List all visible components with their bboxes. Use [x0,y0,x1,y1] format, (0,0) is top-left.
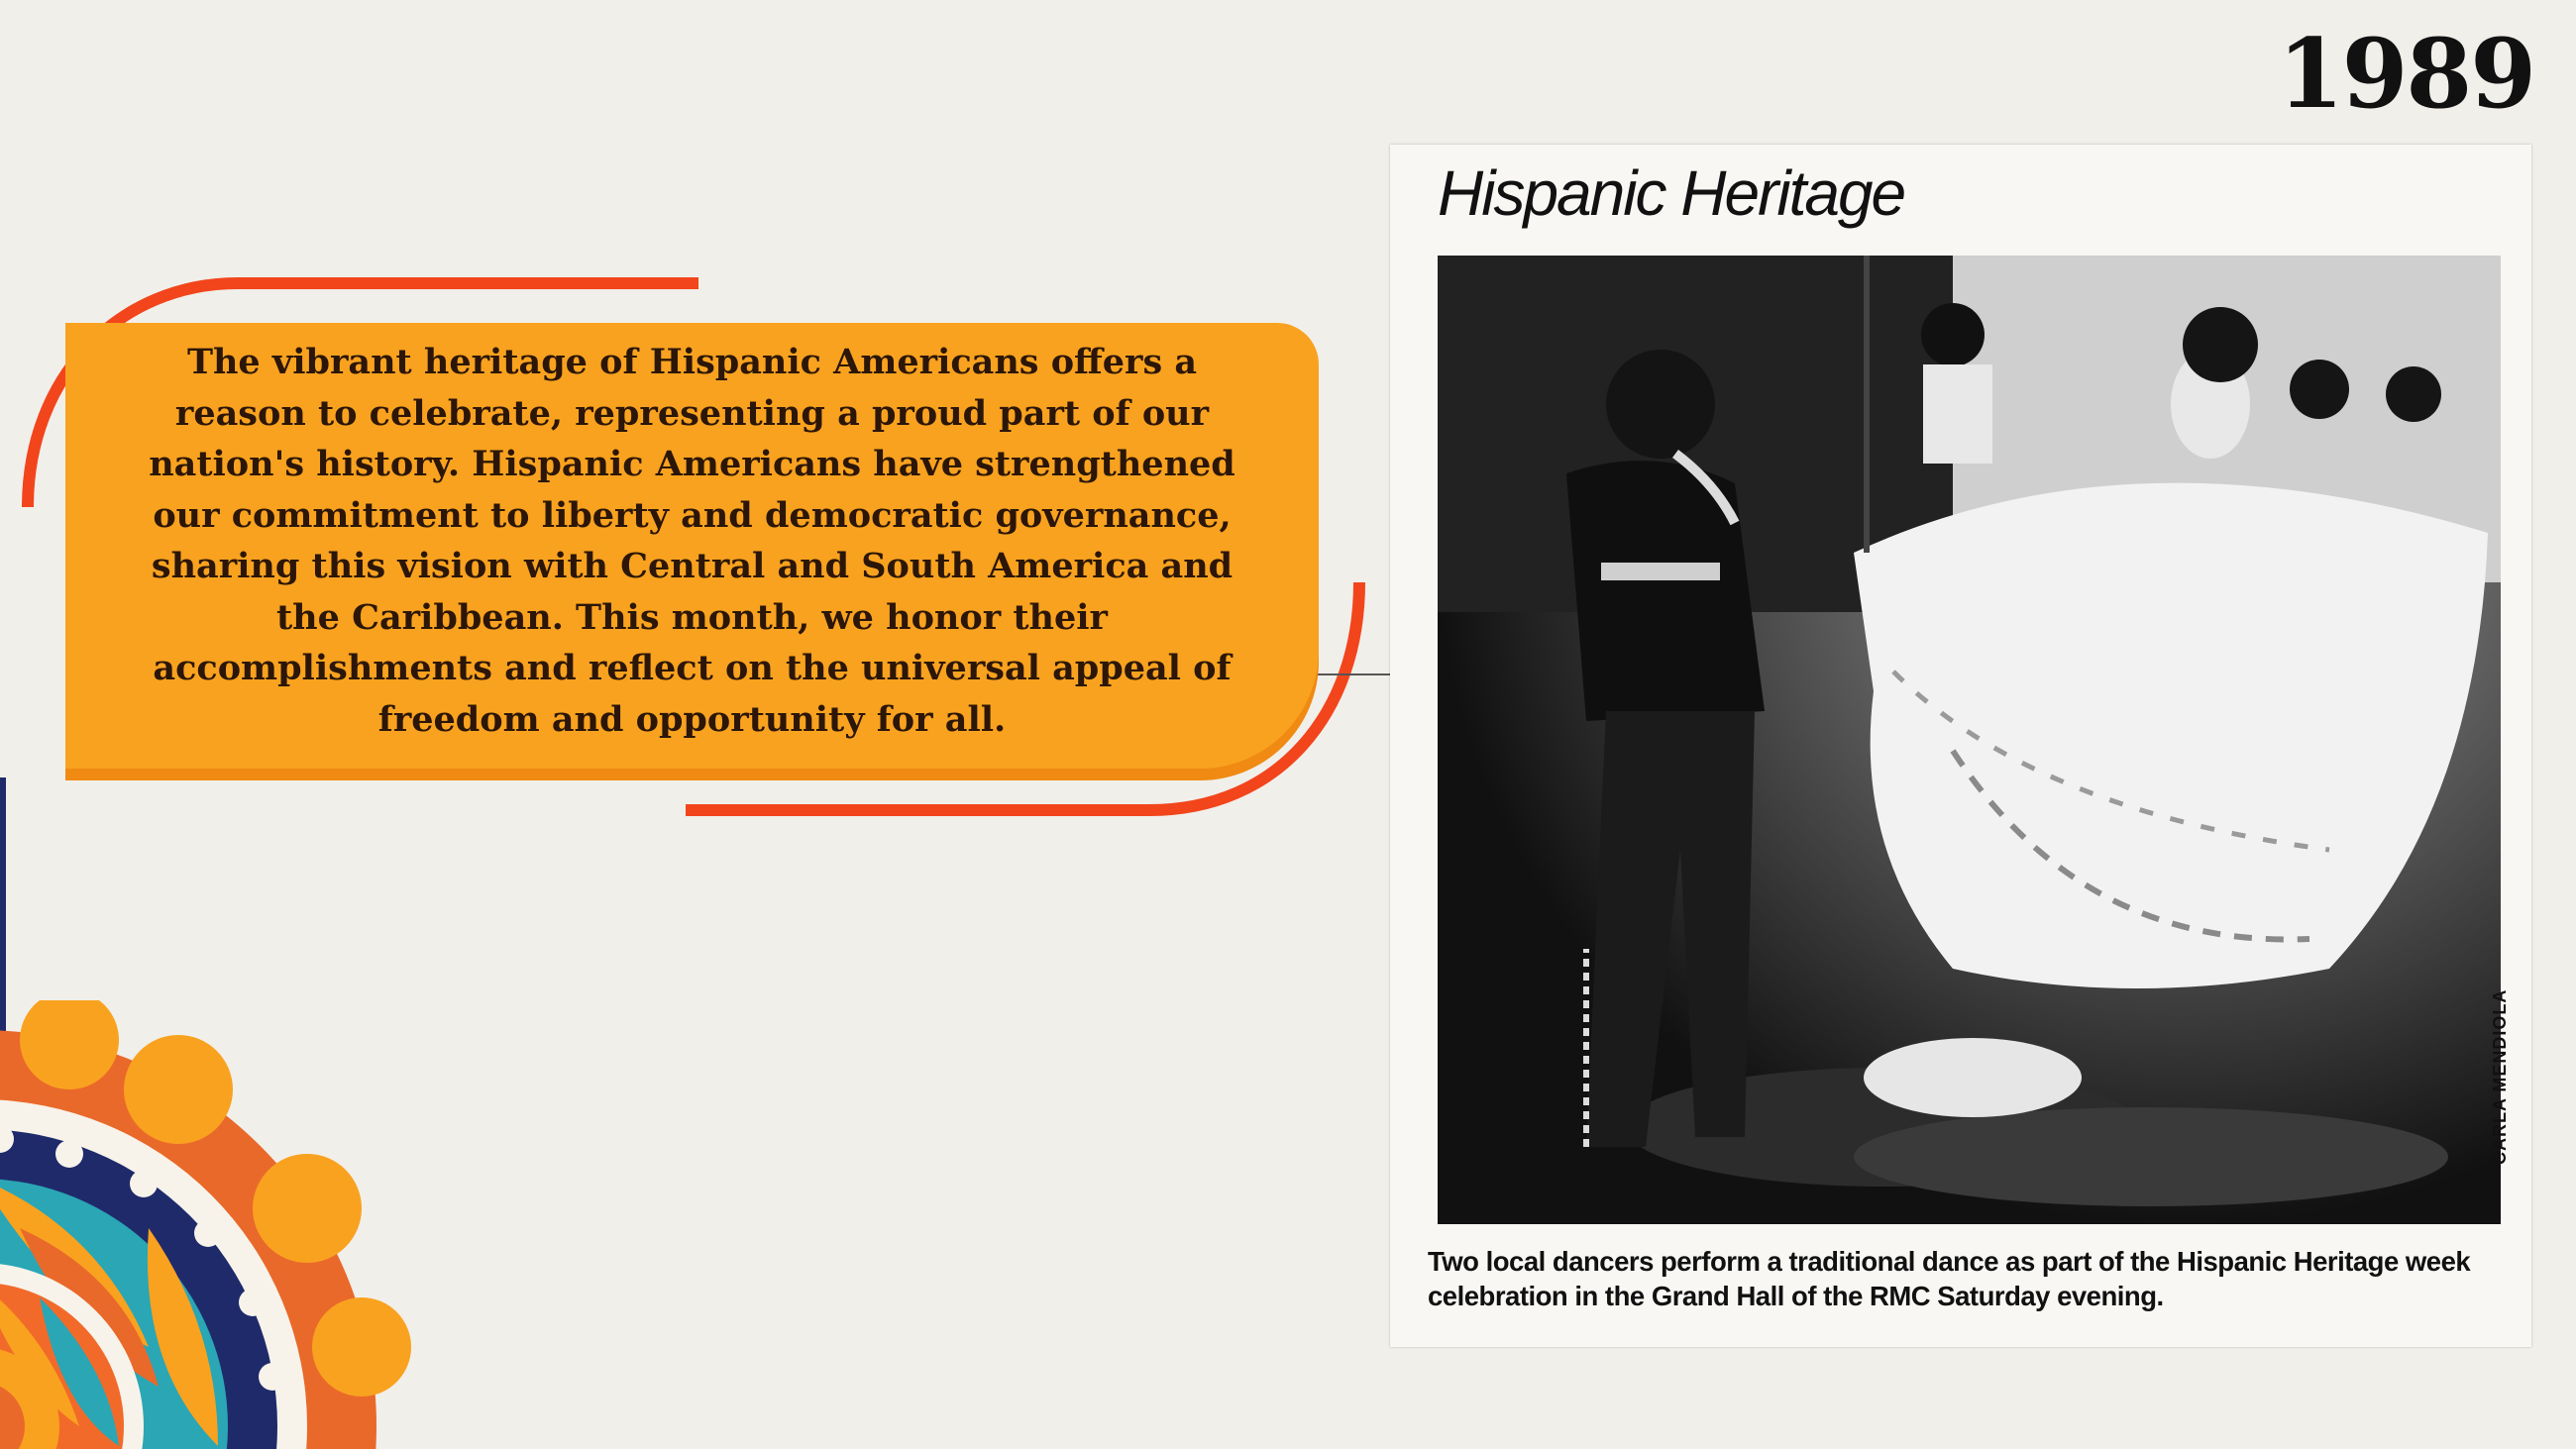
heritage-callout [65,323,1319,769]
newspaper-clipping [1390,145,2531,1347]
clipping-caption: Two local dancers perform a traditional dance as part of the Hispanic Heritage week celebration in the Grand Hall of the RMC Saturday evening. [1428,1246,2471,1311]
mandala-decoration [0,1000,436,1449]
clipping-title: Hispanic Heritage [1438,157,1905,229]
year-label: 1989 [2277,18,2534,130]
dancers-photo [1438,256,2501,1224]
photo-credit: CARLA MENDIOLA [2490,988,2510,1165]
callout-text: The vibrant heritage of Hispanic Americans offers a reason to celebrate, representing a proud part of our nation's history. Hispanic Americans have strengthened our commitment to liberty and democratic governance, sharing this vision with Central and South America and the Caribbean. This month, we honor their accomplishments and reflect on the universal appeal of freedom and opportunity for all. [149,342,1235,740]
